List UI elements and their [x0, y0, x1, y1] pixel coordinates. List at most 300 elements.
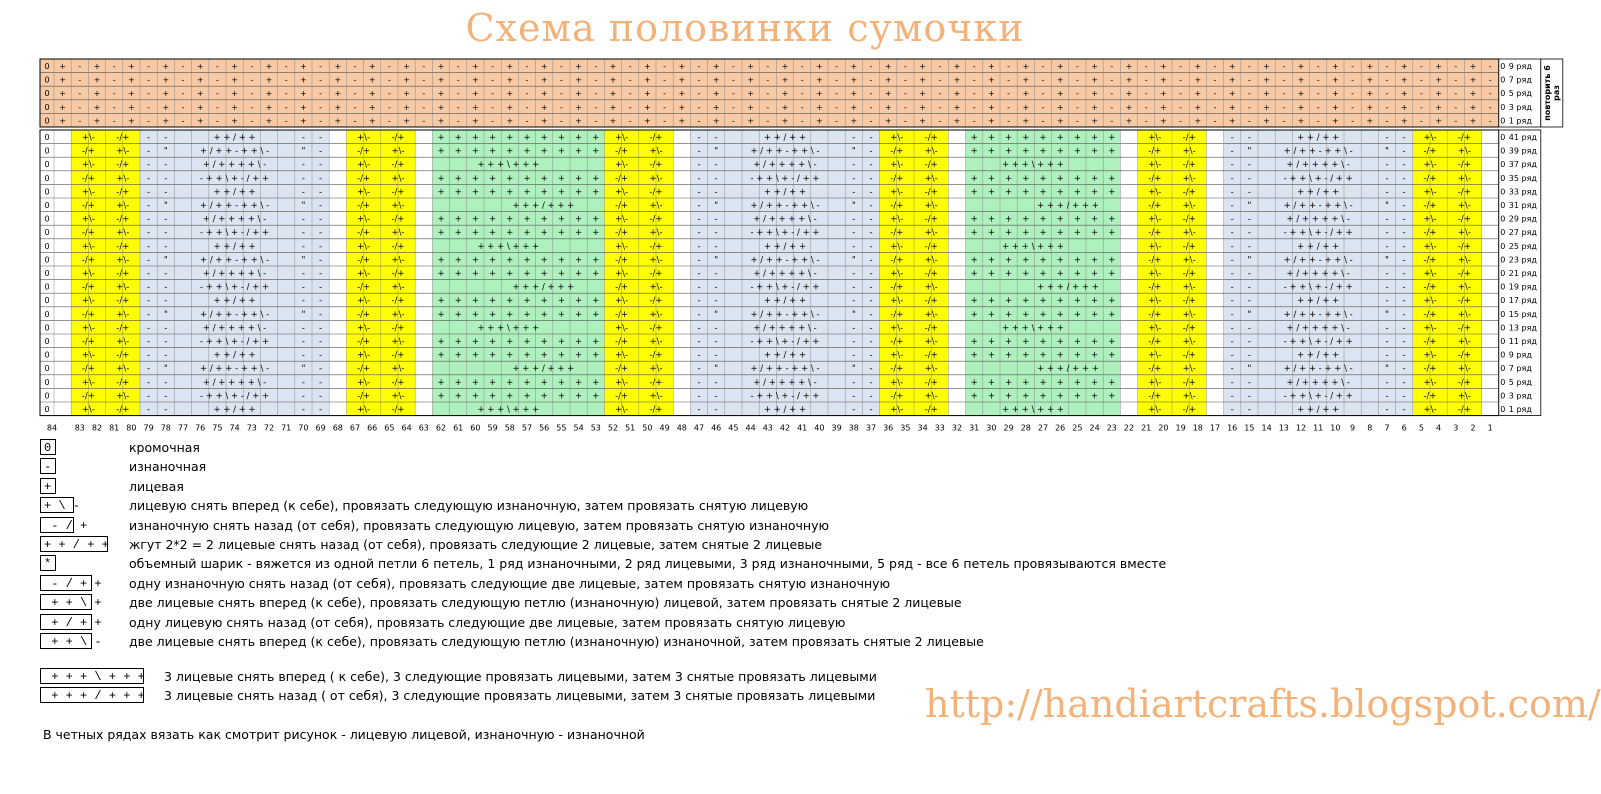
- cable-symbol: -/+: [116, 350, 130, 361]
- stitch-symbol: -: [1454, 75, 1458, 85]
- row-label: 13 ряд: [1508, 323, 1537, 333]
- stitch-symbol: -: [869, 228, 873, 239]
- stitch-symbol: +: [970, 269, 978, 279]
- section-white: [1120, 130, 1137, 416]
- edge-stitch: 0: [44, 116, 50, 126]
- column-number: 72: [263, 423, 275, 433]
- edge-stitch: 0: [44, 405, 50, 414]
- stitch-symbol: +: [1022, 228, 1030, 239]
- stitch-symbol: -: [147, 89, 151, 99]
- stitch-symbol: -: [1402, 160, 1406, 171]
- stitch-symbol: -: [559, 89, 563, 99]
- stitch-symbol: -: [869, 296, 873, 307]
- stitch-symbol: +: [437, 146, 445, 157]
- blue-pattern-text: + / + + + + \ -: [202, 377, 267, 388]
- stitch-symbol: -: [714, 160, 718, 171]
- stitch-symbol: ": [163, 201, 168, 211]
- stitch-symbol: -: [181, 116, 185, 126]
- cable-symbol: +\-: [1457, 173, 1471, 184]
- stitch-symbol: -: [147, 350, 151, 361]
- stitch-symbol: -: [353, 62, 357, 71]
- stitch-symbol: -: [164, 296, 168, 307]
- green-cable-text: + + + / + + +: [1037, 282, 1099, 293]
- stitch-symbol: -: [181, 75, 185, 85]
- column-number: 84: [46, 423, 58, 433]
- stitch-symbol: +: [1400, 89, 1408, 99]
- blue-pattern-text: + / + + + + \ -: [202, 323, 267, 334]
- stitch-symbol: +: [1108, 214, 1116, 225]
- cable-symbol: +\-: [391, 201, 405, 211]
- stitch-symbol: -: [301, 296, 305, 307]
- stitch-symbol: +: [953, 75, 961, 85]
- stitch-symbol: +: [523, 187, 531, 198]
- stitch-symbol: +: [1108, 187, 1116, 198]
- stitch-symbol: -: [284, 62, 288, 71]
- stitch-symbol: +: [231, 89, 238, 99]
- cable-symbol: +\-: [1182, 364, 1196, 375]
- cable-symbol: +\-: [1148, 296, 1162, 307]
- stitch-symbol: +: [557, 377, 565, 388]
- stitch-symbol: -: [1179, 102, 1183, 112]
- edge-stitch: 0: [1500, 282, 1506, 292]
- stitch-symbol: +: [523, 337, 531, 347]
- stitch-symbol: -: [1247, 160, 1251, 171]
- stitch-symbol: -: [714, 282, 718, 293]
- stitch-symbol: -: [147, 405, 151, 415]
- cable-symbol: +\-: [391, 146, 405, 157]
- cable-symbol: +\-: [81, 405, 95, 415]
- blue-pattern-text: + + / + +: [763, 241, 807, 252]
- row-label: 15 ряд: [1508, 309, 1537, 319]
- stitch-symbol: +: [987, 269, 995, 279]
- stitch-symbol: -: [319, 187, 323, 198]
- stitch-symbol: -: [1230, 309, 1234, 320]
- stitch-symbol: +: [747, 102, 754, 112]
- stitch-symbol: +: [1056, 75, 1064, 85]
- stitch-symbol: +: [300, 75, 307, 85]
- stitch-symbol: -: [112, 102, 116, 112]
- cable-symbol: -/+: [615, 391, 629, 402]
- stitch-symbol: +: [506, 214, 514, 225]
- stitch-symbol: +: [368, 75, 376, 85]
- cable-symbol: +\-: [1148, 377, 1162, 388]
- cable-symbol: +\-: [890, 187, 904, 198]
- legend-text: изнаночная: [129, 459, 207, 475]
- cable-symbol: +\-: [81, 214, 95, 225]
- stitch-symbol: +: [1332, 75, 1339, 85]
- stitch-symbol: +: [162, 102, 170, 112]
- stitch-symbol: -: [869, 102, 873, 112]
- stitch-symbol: +: [128, 75, 135, 85]
- stitch-symbol: -: [697, 405, 701, 415]
- stitch-symbol: +: [437, 391, 445, 402]
- stitch-symbol: -: [697, 377, 701, 388]
- column-number: 38: [848, 423, 859, 433]
- stitch-symbol: -: [284, 102, 288, 112]
- stitch-symbol: +: [1091, 337, 1099, 347]
- stitch-symbol: -: [1247, 62, 1251, 71]
- stitch-symbol: +: [1039, 173, 1047, 184]
- stitch-symbol: +: [437, 89, 445, 99]
- edge-stitch: 0: [44, 75, 50, 85]
- stitch-symbol: ": [1385, 255, 1389, 266]
- legend-symbol: + + + \ + + +: [40, 668, 144, 684]
- stitch-symbol: -: [1385, 296, 1389, 307]
- stitch-symbol: +: [1194, 89, 1202, 99]
- stitch-symbol: -: [697, 337, 701, 347]
- stitch-symbol: +: [970, 146, 978, 157]
- legend-text: 3 лицевые снять вперед ( к себе), 3 следующие провязать лицевыми, затем 3 снятые провязать лицевыми: [164, 669, 877, 684]
- stitch-symbol: +: [1056, 350, 1064, 361]
- stitch-symbol: +: [557, 309, 565, 320]
- green-cable-text: + + + \ + + +: [477, 241, 540, 252]
- column-number: 8: [1367, 423, 1373, 433]
- stitch-symbol: -: [714, 173, 718, 184]
- stitch-symbol: +: [231, 75, 238, 85]
- stitch-symbol: -: [147, 62, 151, 71]
- cable-symbol: +\-: [391, 391, 405, 402]
- blue-pattern-text: + / + + - + + \ -: [200, 309, 270, 320]
- stitch-symbol: +: [506, 146, 514, 157]
- cable-symbol: -/+: [615, 309, 629, 320]
- stitch-symbol: +: [575, 133, 583, 143]
- cable-symbol: +\-: [615, 133, 629, 143]
- stitch-symbol: +: [1073, 187, 1081, 198]
- stitch-symbol: +: [592, 391, 600, 402]
- edge-stitch: 0: [1500, 350, 1506, 360]
- stitch-symbol: +: [1263, 62, 1270, 71]
- stitch-symbol: -: [1144, 102, 1148, 112]
- cable-symbol: +\-: [649, 337, 663, 347]
- stitch-symbol: +: [489, 187, 497, 198]
- stitch-symbol: -: [697, 116, 701, 126]
- stitch-symbol: -: [1385, 350, 1389, 361]
- stitch-symbol: -: [1247, 214, 1251, 225]
- stitch-symbol: +: [575, 391, 583, 402]
- stitch-symbol: +: [970, 228, 978, 239]
- cable-symbol: +\-: [615, 323, 629, 334]
- stitch-symbol: -: [525, 75, 529, 85]
- stitch-symbol: -: [697, 187, 701, 198]
- stitch-symbol: +: [506, 255, 514, 266]
- stitch-symbol: -: [766, 75, 770, 85]
- blue-pattern-text: - + + \ + - / + +: [200, 391, 270, 402]
- stitch-symbol: +: [59, 116, 66, 126]
- cable-symbol: +\-: [1148, 133, 1162, 143]
- stitch-symbol: +: [1400, 102, 1408, 112]
- stitch-symbol: -: [1247, 282, 1251, 293]
- stitch-symbol: -: [112, 89, 116, 99]
- stitch-symbol: +: [1022, 269, 1030, 279]
- stitch-symbol: +: [1125, 75, 1133, 85]
- cable-symbol: +\-: [890, 377, 904, 388]
- stitch-symbol: -: [319, 377, 323, 388]
- cable-symbol: -/+: [81, 337, 95, 347]
- stitch-symbol: -: [456, 89, 460, 99]
- green-cable-text: + + + / + + +: [512, 201, 575, 211]
- blue-pattern-text: - + + \ + - / + +: [200, 337, 270, 347]
- stitch-symbol: +: [1297, 116, 1305, 126]
- stitch-symbol: +: [540, 255, 548, 266]
- stitch-symbol: +: [575, 89, 582, 99]
- cable-symbol: +\-: [1182, 391, 1196, 402]
- stitch-symbol: -: [766, 62, 770, 71]
- stitch-symbol: +: [471, 255, 479, 266]
- stitch-symbol: -: [1419, 116, 1423, 126]
- stitch-symbol: +: [1400, 116, 1408, 126]
- cable-symbol: -/+: [1148, 391, 1162, 402]
- stitch-symbol: -: [1230, 255, 1234, 266]
- stitch-symbol: -: [164, 160, 168, 171]
- stitch-symbol: +: [1469, 75, 1477, 85]
- stitch-symbol: -: [1230, 282, 1234, 293]
- column-number: 13: [1278, 423, 1289, 433]
- stitch-symbol: -: [319, 309, 323, 320]
- stitch-symbol: -: [697, 214, 701, 225]
- cable-symbol: -/+: [924, 241, 938, 252]
- stitch-symbol: +: [437, 309, 445, 320]
- edge-stitch: 0: [44, 201, 50, 210]
- stitch-symbol: +: [540, 75, 548, 85]
- stitch-symbol: +: [609, 102, 617, 112]
- cable-symbol: +\-: [890, 241, 904, 252]
- stitch-symbol: -: [852, 133, 856, 143]
- stitch-symbol: +: [1297, 89, 1305, 99]
- stitch-symbol: -: [1247, 296, 1251, 307]
- cable-symbol: +\-: [649, 309, 663, 320]
- stitch-symbol: -: [1230, 146, 1234, 157]
- stitch-symbol: +: [334, 89, 342, 99]
- edge-stitch: 0: [1500, 89, 1506, 99]
- stitch-symbol: +: [1091, 173, 1099, 184]
- stitch-symbol: +: [1194, 102, 1202, 112]
- stitch-symbol: -: [147, 309, 151, 320]
- cable-symbol: -/+: [1457, 187, 1471, 198]
- stitch-symbol: +: [987, 255, 995, 266]
- stitch-symbol: -: [714, 337, 718, 347]
- stitch-symbol: -: [1385, 160, 1389, 171]
- cable-symbol: -/+: [1148, 337, 1162, 347]
- footnote: В четных рядах вязать как смотрит рисунок - лицевую лицевой, изнаночную - изнаночной: [43, 727, 645, 742]
- stitch-symbol: +: [953, 116, 961, 126]
- stitch-symbol: +: [747, 62, 754, 71]
- blue-pattern-text: + / + + - + + \ -: [750, 309, 820, 320]
- cable-symbol: +\-: [924, 309, 938, 320]
- edge-stitch: 0: [1500, 228, 1506, 238]
- blue-pattern-text: - + + \ + - / + +: [750, 337, 820, 347]
- stitch-symbol: +: [987, 187, 995, 198]
- stitch-symbol: +: [557, 391, 565, 402]
- stitch-symbol: -: [353, 89, 357, 99]
- blue-pattern-text: - + + \ + - / + +: [200, 173, 270, 184]
- stitch-symbol: +: [970, 337, 978, 347]
- column-number: 65: [384, 423, 395, 433]
- stitch-symbol: -: [697, 269, 701, 279]
- stitch-symbol: +: [540, 377, 548, 388]
- stitch-symbol: ": [1247, 364, 1252, 375]
- stitch-symbol: -: [147, 201, 151, 211]
- edge-stitch: 0: [44, 350, 50, 360]
- legend-symbol: + + \ +: [40, 594, 92, 610]
- stitch-symbol: -: [164, 337, 168, 347]
- stitch-symbol: ": [1247, 309, 1252, 320]
- stitch-symbol: -: [800, 102, 804, 112]
- stitch-symbol: +: [1435, 75, 1442, 85]
- cable-symbol: -/+: [615, 282, 629, 293]
- blue-pattern-text: + / + + - + + \ -: [1283, 309, 1353, 320]
- stitch-symbol: +: [300, 102, 307, 112]
- edge-stitch: 0: [44, 173, 50, 183]
- green-cable-text: + + + \ + + +: [477, 323, 540, 334]
- stitch-symbol: +: [816, 75, 823, 85]
- stitch-symbol: +: [970, 391, 978, 402]
- stitch-symbol: +: [609, 89, 617, 99]
- stitch-symbol: +: [1194, 62, 1202, 71]
- green-cable-text: + + + / + + +: [1037, 201, 1099, 211]
- column-number: 61: [453, 423, 464, 433]
- stitch-symbol: -: [1488, 62, 1492, 71]
- stitch-symbol: -: [697, 62, 701, 71]
- stitch-symbol: +: [644, 62, 651, 71]
- cable-symbol: -/+: [116, 296, 130, 307]
- cable-symbol: +\-: [615, 160, 629, 171]
- stitch-symbol: +: [1005, 173, 1013, 184]
- column-number: 43: [762, 423, 773, 433]
- stitch-symbol: +: [1005, 269, 1013, 279]
- column-number: 74: [229, 423, 240, 433]
- cable-symbol: +\-: [1457, 146, 1471, 157]
- column-number: 22: [1123, 423, 1135, 433]
- legend-text: две лицевые снять вперед (к себе), провязать следующую петлю (изнаночную) изнаночной, затем провязать снятые 2 лицевые: [129, 634, 984, 649]
- stitch-symbol: +: [1056, 173, 1064, 184]
- column-number: 33: [934, 423, 945, 433]
- stitch-symbol: -: [697, 133, 701, 143]
- stitch-symbol: +: [609, 75, 617, 85]
- stitch-symbol: -: [319, 323, 323, 334]
- row-label: 23 ряд: [1508, 255, 1537, 265]
- stitch-symbol: ": [714, 364, 719, 375]
- stitch-symbol: -: [78, 89, 82, 99]
- stitch-symbol: +: [162, 75, 170, 85]
- stitch-symbol: +: [1091, 187, 1099, 198]
- cable-symbol: -/+: [391, 187, 405, 198]
- stitch-symbol: -: [164, 282, 168, 293]
- stitch-symbol: -: [1230, 241, 1234, 252]
- stitch-symbol: +: [1108, 173, 1116, 184]
- stitch-symbol: +: [1091, 350, 1099, 361]
- stitch-symbol: -: [559, 75, 563, 85]
- column-number: 81: [109, 423, 120, 433]
- edge-stitch: 0: [1500, 323, 1506, 333]
- stitch-symbol: +: [437, 187, 445, 198]
- stitch-symbol: -: [628, 116, 632, 126]
- stitch-symbol: +: [523, 173, 531, 184]
- blue-pattern-text: + + / + +: [763, 405, 807, 415]
- cable-symbol: -/+: [391, 160, 405, 171]
- blue-pattern-text: + + / + +: [763, 187, 807, 198]
- stitch-symbol: -: [319, 337, 323, 347]
- stitch-symbol: -: [1041, 62, 1045, 71]
- stitch-symbol: -: [250, 102, 254, 112]
- stitch-symbol: -: [869, 75, 873, 85]
- stitch-symbol: +: [1194, 116, 1202, 126]
- stitch-symbol: +: [265, 89, 273, 99]
- stitch-symbol: +: [540, 62, 548, 71]
- stitch-symbol: -: [1402, 364, 1406, 375]
- stitch-symbol: +: [93, 89, 101, 99]
- cable-symbol: -/+: [357, 337, 371, 347]
- stitch-symbol: -: [697, 102, 701, 112]
- stitch-symbol: +: [592, 173, 600, 184]
- stitch-symbol: -: [1454, 89, 1458, 99]
- stitch-symbol: +: [471, 133, 479, 143]
- legend-symbol: - / +: [40, 517, 74, 533]
- stitch-symbol: -: [1402, 309, 1406, 320]
- edge-stitch: 0: [44, 241, 50, 251]
- cable-symbol: +\-: [357, 296, 371, 307]
- stitch-symbol: -: [1041, 89, 1045, 99]
- cable-symbol: +\-: [1457, 255, 1471, 266]
- stitch-symbol: +: [970, 255, 978, 266]
- stitch-symbol: +: [162, 62, 170, 71]
- cable-symbol: -/+: [116, 187, 130, 198]
- stitch-symbol: +: [592, 377, 600, 388]
- edge-stitch: 0: [1500, 269, 1506, 278]
- cable-symbol: -/+: [890, 282, 904, 293]
- stitch-symbol: -: [1230, 201, 1234, 211]
- stitch-symbol: -: [1230, 296, 1234, 307]
- stitch-symbol: +: [970, 350, 978, 361]
- stitch-symbol: -: [78, 116, 82, 126]
- stitch-symbol: -: [164, 391, 168, 402]
- cable-symbol: +\-: [391, 173, 405, 184]
- stitch-symbol: -: [1230, 377, 1234, 388]
- stitch-symbol: +: [1056, 116, 1064, 126]
- stitch-symbol: -: [731, 102, 735, 112]
- cable-symbol: +\-: [615, 269, 629, 279]
- column-number: 15: [1244, 423, 1255, 433]
- stitch-symbol: -: [663, 89, 667, 99]
- stitch-symbol: +: [781, 102, 789, 112]
- stitch-symbol: -: [869, 391, 873, 402]
- stitch-symbol: +: [1091, 309, 1099, 320]
- stitch-symbol: +: [1022, 187, 1030, 198]
- stitch-symbol: +: [1366, 75, 1374, 85]
- stitch-symbol: -: [1282, 116, 1286, 126]
- stitch-symbol: +: [489, 337, 497, 347]
- stitch-symbol: +: [575, 228, 583, 239]
- cable-symbol: -/+: [1457, 377, 1471, 388]
- cable-symbol: +\-: [391, 228, 405, 239]
- stitch-symbol: +: [919, 89, 926, 99]
- stitch-symbol: -: [1007, 75, 1011, 85]
- stitch-symbol: -: [1179, 75, 1183, 85]
- column-number: 59: [487, 423, 498, 433]
- stitch-symbol: +: [454, 214, 462, 225]
- stitch-symbol: +: [781, 75, 789, 85]
- stitch-symbol: -: [181, 89, 185, 99]
- column-number: 42: [779, 423, 791, 433]
- stitch-symbol: +: [919, 75, 926, 85]
- stitch-symbol: +: [1022, 214, 1030, 225]
- row-label: 19 ряд: [1508, 282, 1537, 292]
- cable-symbol: -/+: [81, 173, 95, 184]
- stitch-symbol: -: [714, 377, 718, 388]
- stitch-symbol: -: [301, 405, 305, 415]
- green-cable-text: + + + \ + + +: [477, 405, 540, 415]
- stitch-symbol: -: [869, 160, 873, 171]
- stitch-symbol: +: [988, 116, 995, 126]
